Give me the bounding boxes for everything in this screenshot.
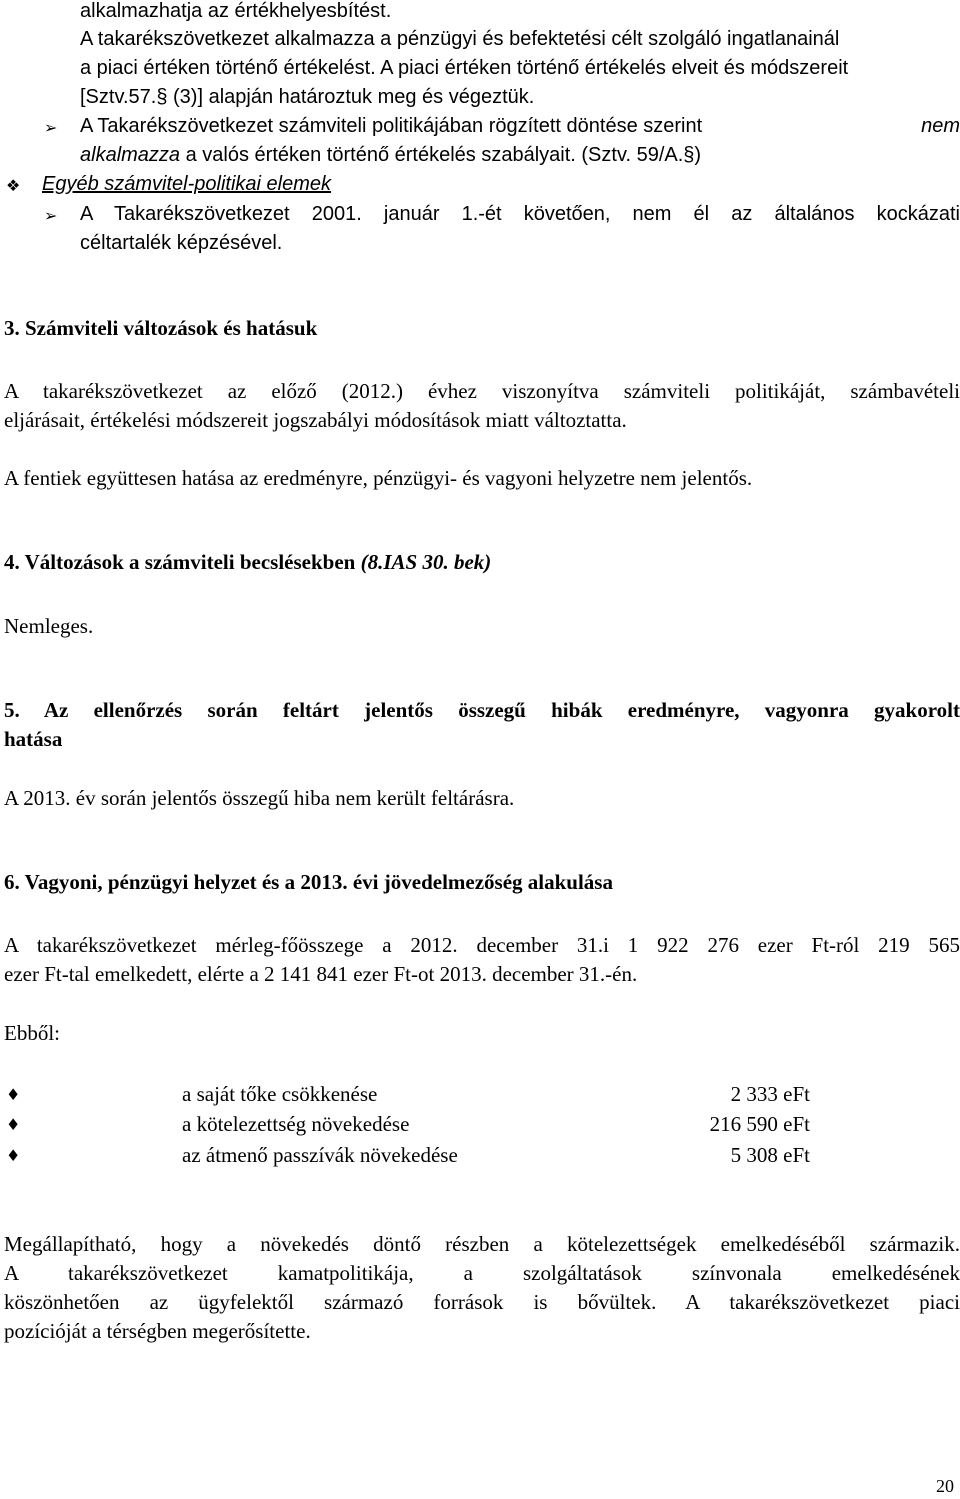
- text-line: A 2013. év során jelentős összegű hiba nem került feltárásra.: [4, 786, 515, 810]
- text-line: A takarékszövetkezet alkalmazza a pénzügyi és befektetési célt szolgáló ingatlanainál: [80, 28, 840, 50]
- bullet-line: A Takarékszövetkezet 2001. január 1.-ét követően, nem él az általános kockázati: [80, 203, 960, 225]
- list-item-value: 2 333 eFt: [730, 1082, 810, 1106]
- subheading: Egyéb számvitel-politikai elemek: [42, 173, 332, 195]
- bullet-text: a valós értéken történő értékelés szabályait. (Sztv. 59/A.§): [185, 144, 702, 166]
- bullet-line: céltartalék képzésével.: [80, 232, 283, 254]
- bullet-italic-text: nem: [921, 115, 960, 137]
- text-line: pozícióját a térségben megerősítette.: [4, 1319, 311, 1343]
- text-line: A takarékszövetkezet mérleg-főösszege a 2012. december 31.i 1 922 276 ezer Ft-ról 219 565: [4, 933, 960, 957]
- bullet-text: A Takarékszövetkezet számviteli politikájában rögzített döntése szerint: [80, 115, 703, 137]
- list-item-label: a kötelezettség növekedése: [182, 1112, 410, 1136]
- text-line: a piaci értéken történő értékelést. A piaci értéken történő értékelés elveit és módszereit: [80, 57, 849, 79]
- diamond-bullet-icon: ♦: [6, 1085, 21, 1104]
- arrow-bullet-icon: ➢: [44, 118, 58, 137]
- list-item-value: 216 590 eFt: [709, 1112, 810, 1136]
- list-item-value: 5 308 eFt: [730, 1143, 810, 1167]
- arrow-bullet-icon: ➢: [44, 206, 58, 225]
- text-line: A fentiek együttesen hatása az eredményre, pénzügyi- és vagyoni helyzetre nem jelentős.: [4, 466, 753, 490]
- section-heading-italic: (8.IAS 30. bek): [360, 550, 492, 574]
- section-heading: 6. Vagyoni, pénzügyi helyzet és a 2013. évi jövedelmezőség alakulása: [4, 870, 613, 894]
- section-heading: 3. Számviteli változások és hatásuk: [4, 316, 318, 340]
- text-line: eljárásait, értékelési módszereit jogszabályi módosítások miatt változtatta.: [4, 408, 627, 432]
- page-number: 20: [936, 1476, 954, 1496]
- section-heading: 5. Az ellenőrzés során feltárt jelentős összegű hibák eredményre, vagyonra gyakorolt: [4, 698, 960, 722]
- text-line: ezer Ft-tal emelkedett, elérte a 2 141 841 ezer Ft-ot 2013. december 31.-én.: [4, 962, 638, 986]
- diamond-bullet-icon: ❖: [6, 176, 21, 195]
- bullet-line: [80, 144, 701, 167]
- text-line: köszönhetően az ügyfelektől származó források is bővültek. A takarékszövetkezet piaci: [4, 1290, 960, 1314]
- diamond-bullet-icon: ♦: [6, 1115, 21, 1134]
- text-line: Ebből:: [4, 1021, 60, 1045]
- diamond-bullet-icon: ♦: [6, 1146, 21, 1165]
- list-item-label: a saját tőke csökkenése: [182, 1082, 378, 1106]
- bullet-italic-text: alkalmazza: [80, 144, 181, 166]
- section-heading-text: 4. Változások a számviteli becslésekben: [4, 550, 356, 574]
- text-line: Nemleges.: [4, 614, 94, 638]
- text-line: [Sztv.57.§ (3)] alapján határoztuk meg és végeztük.: [80, 86, 535, 108]
- bullet-line: [80, 115, 960, 138]
- text-line: A takarékszövetkezet az előző (2012.) évhez viszonyítva számviteli politikáját, számbavételi: [4, 379, 960, 403]
- section-heading: [4, 550, 491, 575]
- list-item-label: az átmenő passzívák növekedése: [182, 1143, 458, 1167]
- text-line: alkalmazhatja az értékhelyesbítést.: [80, 0, 392, 22]
- text-line: Megállapítható, hogy a növekedés döntő részben a kötelezettségek emelkedéséből származik.: [4, 1232, 960, 1256]
- text-line: A takarékszövetkezet kamatpolitikája, a szolgáltatások színvonala emelkedésének: [4, 1261, 960, 1285]
- section-heading: hatása: [4, 727, 63, 751]
